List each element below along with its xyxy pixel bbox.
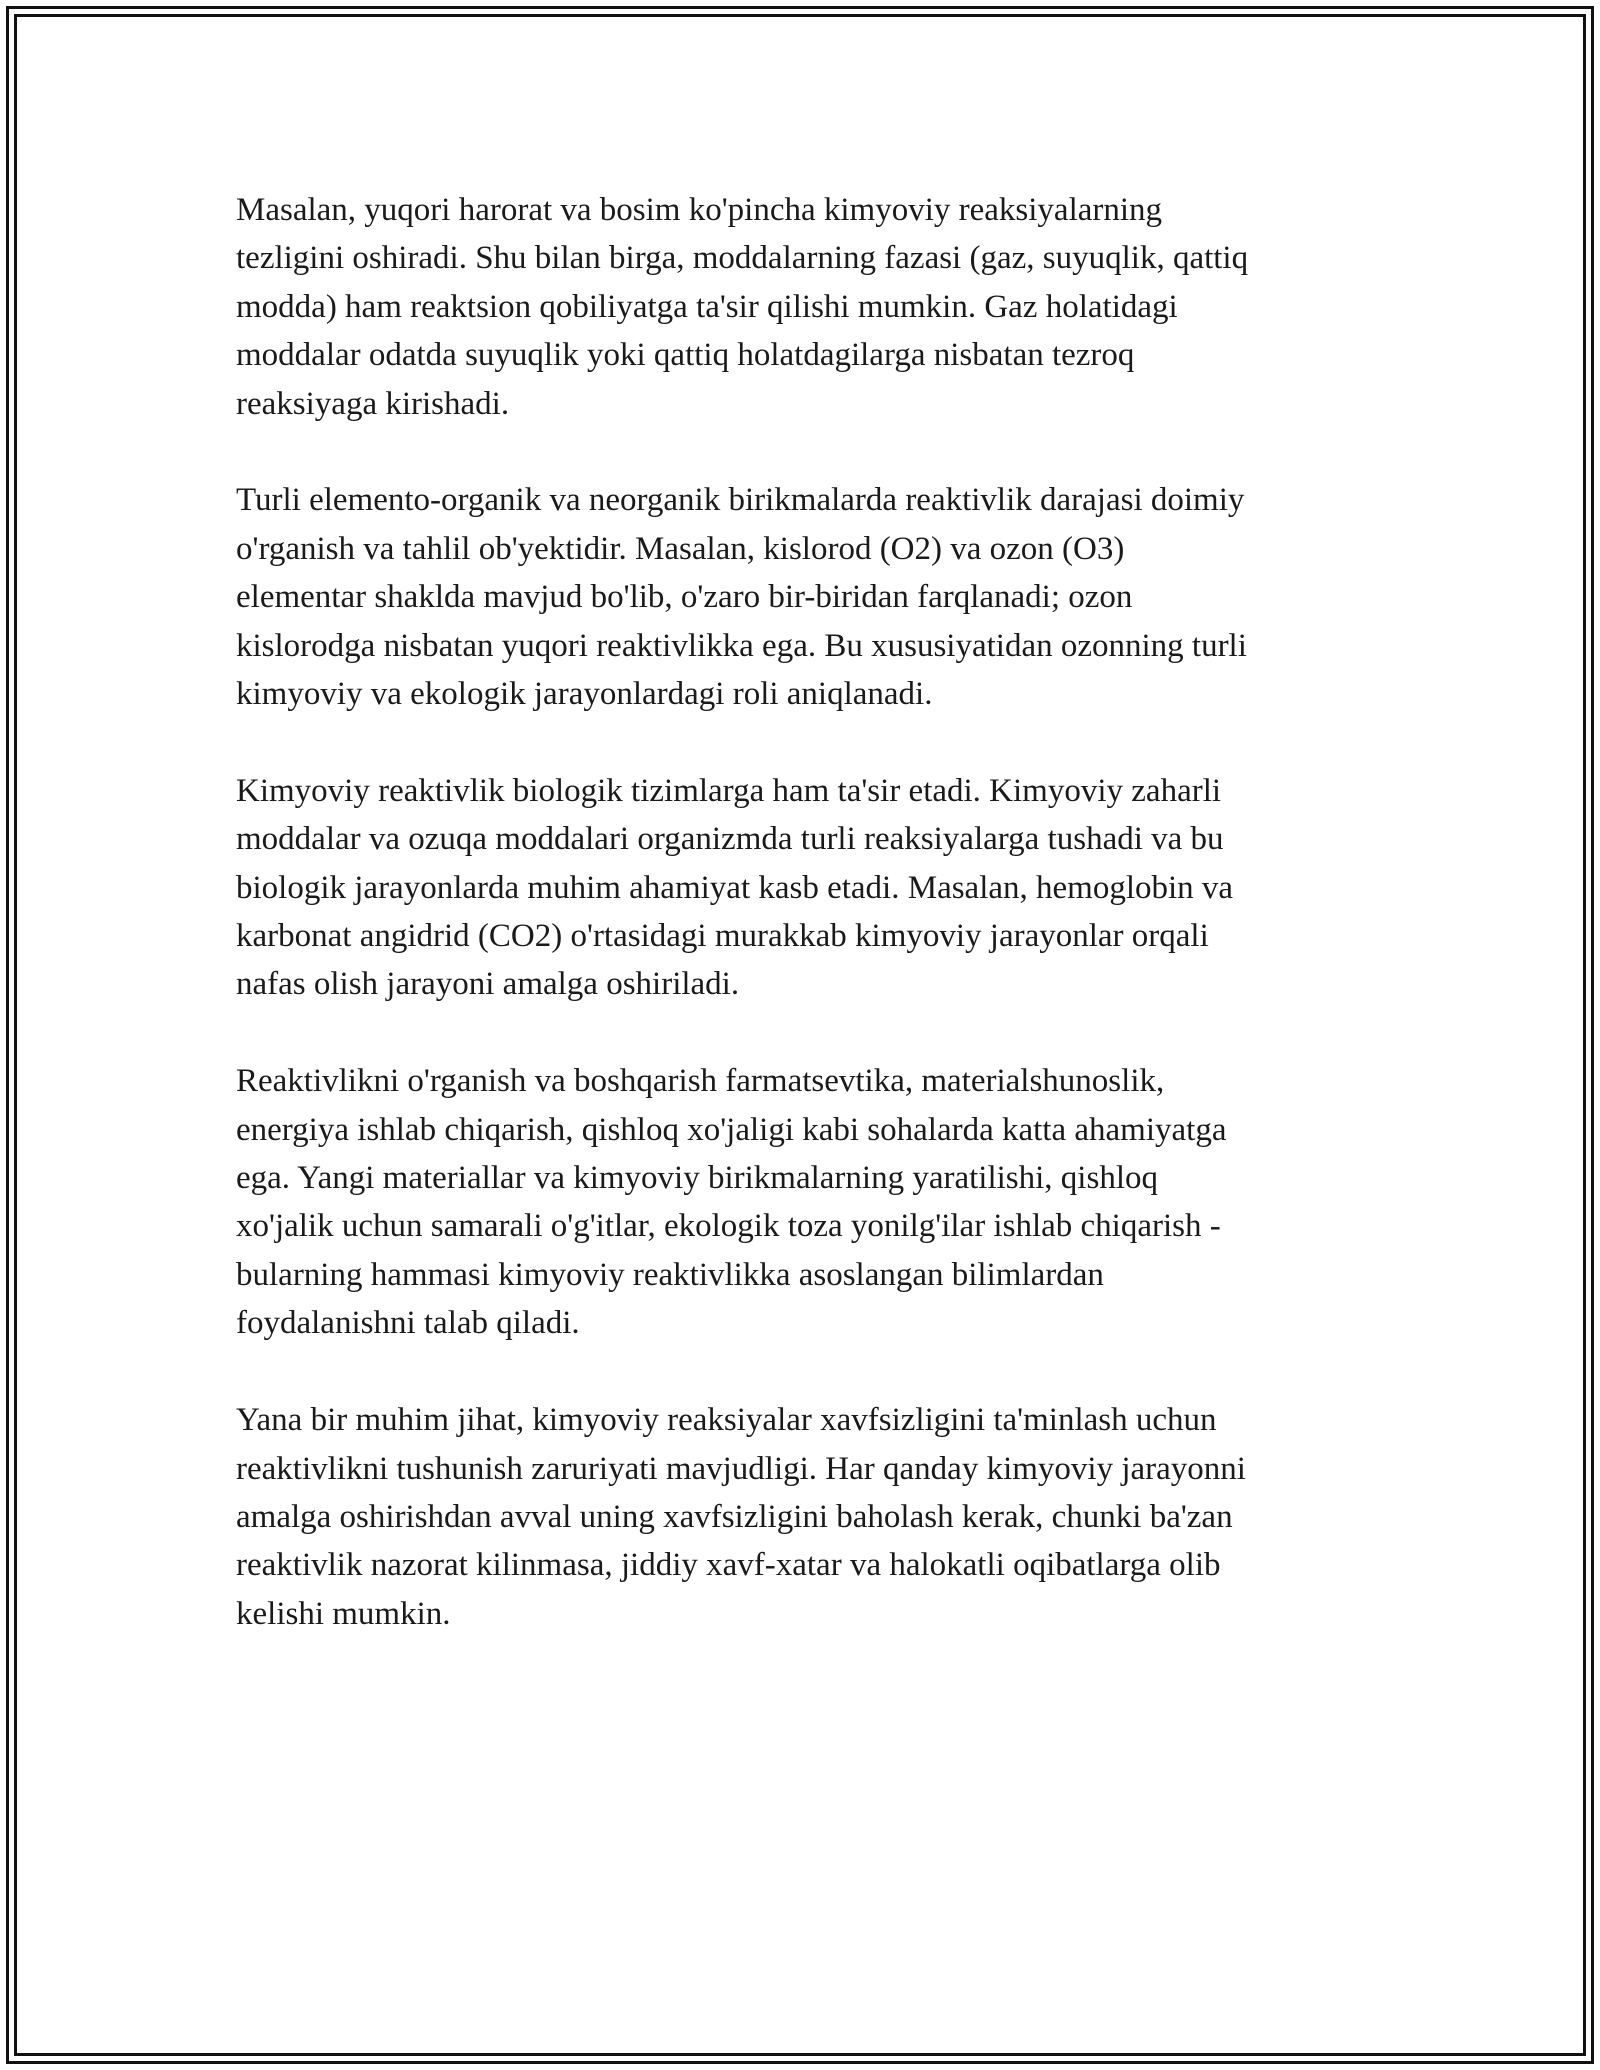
- paragraph: [236, 476, 1376, 718]
- text-line: Turli elemento-organik va neorganik birikmalarda reaktivlik darajasi doimiy: [236, 482, 1245, 519]
- text-line: o'rganish va tahlil ob'yektidir. Masalan, kislorod (O2) va ozon (O3): [236, 530, 1125, 567]
- paragraph: [236, 186, 1376, 428]
- text-line: xo'jalik uchun samarali o'g'itlar, ekologik toza yonilg'ilar ishlab chiqarish -: [236, 1208, 1221, 1245]
- paragraph: [236, 767, 1376, 1009]
- text-line: reaksiyaga kirishadi.: [236, 385, 510, 422]
- text-line: tezligini oshiradi. Shu bilan birga, moddalarning fazasi (gaz, suyuqlik, qattiq: [236, 240, 1249, 277]
- paragraph: [236, 1057, 1376, 1347]
- text-line: foydalanishni talab qiladi.: [236, 1305, 580, 1342]
- paragraph: [236, 1396, 1376, 1638]
- text-line: moddalar odatda suyuqlik yoki qattiq holatdagilarga nisbatan tezroq: [236, 337, 1135, 374]
- text-line: modda) ham reaktsion qobiliyatga ta'sir qilishi mumkin. Gaz holatidagi: [236, 288, 1178, 325]
- text-line: karbonat angidrid (CO2) o'rtasidagi murakkab kimyoviy jarayonlar orqali: [236, 918, 1209, 955]
- text-line: ega. Yangi materiallar va kimyoviy birikmalarning yaratilishi, qishloq: [236, 1160, 1158, 1197]
- text-line: nafas olish jarayoni amalga oshiriladi.: [236, 966, 740, 1003]
- text-line: kimyoviy va ekologik jarayonlardagi roli aniqlanadi.: [236, 676, 933, 713]
- text-line: reaktivlik nazorat kilinmasa, jiddiy xavf-xatar va halokatli oqibatlarga olib: [236, 1547, 1221, 1584]
- text-line: Masalan, yuqori harorat va bosim ko'pincha kimyoviy reaksiyalarning: [236, 192, 1163, 228]
- text-line: amalga oshirishdan avval uning xavfsizligini baholash kerak, chunki ba'zan: [236, 1498, 1233, 1535]
- text-line: moddalar va ozuqa moddalari organizmda turli reaksiyalarga tushadi va bu: [236, 821, 1224, 858]
- text-line: Yana bir muhim jihat, kimyoviy reaksiyalar xavfsizligini ta'minlash uchun: [236, 1402, 1217, 1439]
- text-line: bularning hammasi kimyoviy reaktivlikka asoslangan bilimlardan: [236, 1256, 1104, 1293]
- text-line: kelishi mumkin.: [236, 1595, 451, 1632]
- text-line: biologik jarayonlarda muhim ahamiyat kasb etadi. Masalan, hemoglobin va: [236, 869, 1234, 906]
- text-line: kislorodga nisbatan yuqori reaktivlikka ega. Bu xususiyatidan ozonning turli: [236, 627, 1247, 664]
- text-line: elementar shaklda mavjud bo'lib, o'zaro bir-biridan farqlanadi; ozon: [236, 579, 1133, 616]
- document-body: [236, 186, 1376, 1687]
- text-line: energiya ishlab chiqarish, qishloq xo'jaligi kabi sohalarda katta ahamiyatga: [236, 1111, 1227, 1148]
- text-line: reaktivlikni tushunish zaruriyati mavjudligi. Har qanday kimyoviy jarayonni: [236, 1450, 1246, 1487]
- text-line: Kimyoviy reaktivlik biologik tizimlarga ham ta'sir etadi. Kimyoviy zaharli: [236, 772, 1222, 809]
- text-line: Reaktivlikni o'rganish va boshqarish farmatsevtika, materialshunoslik,: [236, 1063, 1165, 1100]
